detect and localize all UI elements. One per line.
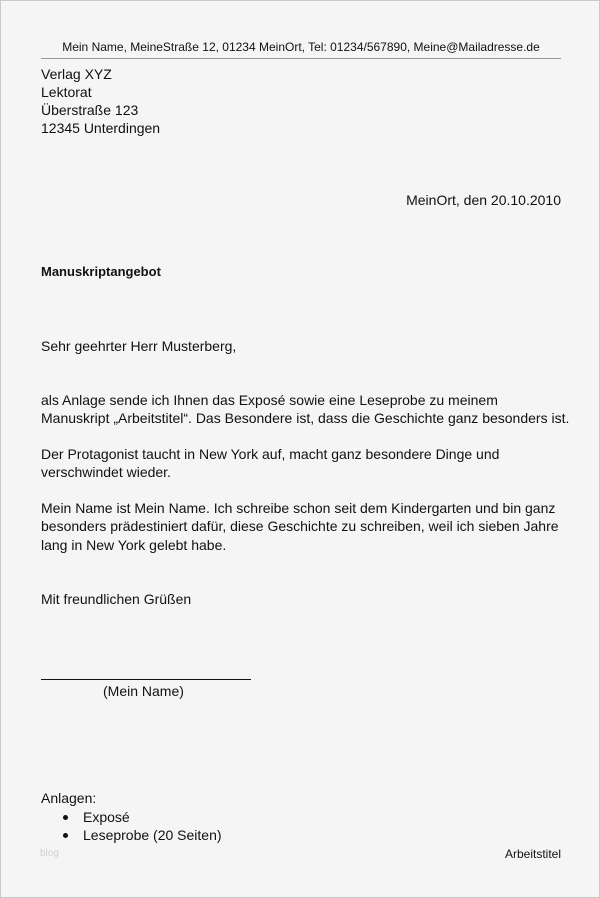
paragraph-line: verschwindet wieder. — [41, 464, 171, 480]
paragraph-line: lang in New York gelebt habe. — [41, 537, 227, 553]
attachment-item: Leseprobe (20 Seiten) — [83, 827, 222, 843]
footer-title: Arbeitstitel — [504, 847, 561, 861]
recipient-line: 12345 Unterdingen — [41, 120, 161, 136]
watermark: blog — [40, 848, 59, 859]
recipient-line: Überstraße 123 — [41, 102, 139, 118]
recipient-line: Verlag XYZ — [41, 66, 112, 82]
attachments-label: Anlagen: — [41, 790, 97, 806]
paragraph-line: Mein Name ist Mein Name. Ich schreibe schon seit dem Kindergarten und bin ganz — [41, 500, 556, 516]
closing: Mit freundlichen Grüßen — [41, 591, 192, 607]
header-rule — [41, 58, 561, 59]
recipient-line: Lektorat — [41, 84, 92, 100]
paragraph-line: Der Protagonist taucht in New York auf, macht ganz besondere Dinge und — [41, 446, 500, 462]
bullet-icon — [63, 833, 68, 838]
paragraph-line: Manuskript „Arbeitstitel“. Das Besondere ist, dass die Geschichte ganz besonders ist. — [41, 410, 570, 426]
salutation: Sehr geehrter Herr Musterberg, — [41, 338, 237, 354]
date: MeinOrt, den 20.10.2010 — [406, 192, 561, 208]
bullet-icon — [63, 815, 68, 820]
sender-header: Mein Name, MeineStraße 12, 01234 MeinOrt, Tel: 01234/567890, Meine@Mailadresse.de — [62, 40, 540, 54]
subject: Manuskriptangebot — [41, 264, 161, 279]
paragraph-line: als Anlage sende ich Ihnen das Exposé sowie eine Leseprobe zu meinem — [41, 392, 498, 408]
paragraph-line: besonders prädestiniert dafür, diese Geschichte zu schreiben, weil ich sieben Jahre — [41, 518, 559, 534]
signature-name: (Mein Name) — [103, 683, 184, 699]
attachment-item: Exposé — [83, 809, 130, 825]
signature-line — [41, 679, 251, 680]
